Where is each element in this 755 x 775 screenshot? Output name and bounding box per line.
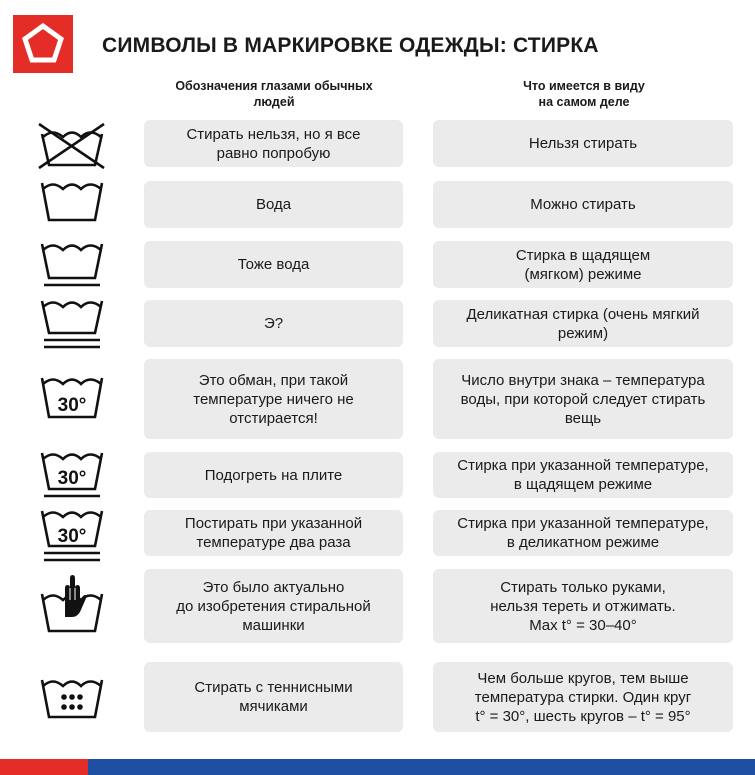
- wash-30-delicate-icon: [36, 507, 108, 563]
- row-8-meaning-cell: Стирать только руками, нельзя тереть и отжимать. Max t° = 30–40°: [433, 569, 733, 643]
- pentagon-icon: [13, 15, 73, 73]
- column-header-left: Обозначения глазами обычных людей: [175, 79, 373, 109]
- hand-wash-icon: [36, 574, 108, 636]
- row-9-meaning-cell: Чем больше кругов, тем выше температура стирки. Один круг t° = 30°, шесть кругов – t° = 95°: [433, 662, 733, 732]
- svg-text:30°: 30°: [57, 526, 87, 547]
- row-6-layman-cell: Подогреть на плите: [144, 452, 403, 498]
- wash-30-icon: [36, 374, 108, 422]
- row-7-layman-cell: Постирать при указанной температуре два раза: [144, 510, 403, 556]
- row-1-meaning-cell: Нельзя стирать: [433, 120, 733, 167]
- row-1-layman-cell: Стирать нельзя, но я все равно попробую: [144, 120, 403, 167]
- row-2-meaning-cell: Можно стирать: [433, 181, 733, 228]
- row-9-layman-cell: Стирать с теннисными мячиками: [144, 662, 403, 732]
- wash-delicate-icon: [36, 297, 108, 351]
- footer-stripe-blue: [88, 759, 755, 775]
- brand-logo: [13, 15, 73, 73]
- wash-dots-icon: [36, 676, 108, 722]
- row-3-meaning-cell: Стирка в щадящем (мягком) режиме: [433, 241, 733, 288]
- row-3-layman-cell: Тоже вода: [144, 241, 403, 288]
- wash-30-gentle-icon: [36, 449, 108, 501]
- row-7-meaning-cell: Стирка при указанной температуре, в деликатном режиме: [433, 510, 733, 556]
- no-wash-icon: [36, 121, 108, 171]
- svg-text:30°: 30°: [57, 468, 87, 489]
- svg-text:30°: 30°: [57, 395, 87, 416]
- row-5-layman-cell: Это обман, при такой температуре ничего не отстирается!: [144, 359, 403, 439]
- row-6-meaning-cell: Стирка при указанной температуре, в щадящем режиме: [433, 452, 733, 498]
- column-header-right: Что имеется в виду на самом деле: [523, 79, 645, 109]
- wash-tub-icon: [36, 179, 108, 225]
- wash-gentle-icon: [36, 240, 108, 290]
- page-title: СИМВОЛЫ В МАРКИРОВКЕ ОДЕЖДЫ: СТИРКА: [102, 34, 599, 57]
- row-4-layman-cell: Э?: [144, 300, 403, 347]
- row-5-meaning-cell: Число внутри знака – температура воды, при которой следует стирать вещь: [433, 359, 733, 439]
- footer-stripe-red: [0, 759, 88, 775]
- row-4-meaning-cell: Деликатная стирка (очень мягкий режим): [433, 300, 733, 347]
- row-8-layman-cell: Это было актуально до изобретения стиральной машинки: [144, 569, 403, 643]
- footer-stripe: [0, 759, 755, 775]
- row-2-layman-cell: Вода: [144, 181, 403, 228]
